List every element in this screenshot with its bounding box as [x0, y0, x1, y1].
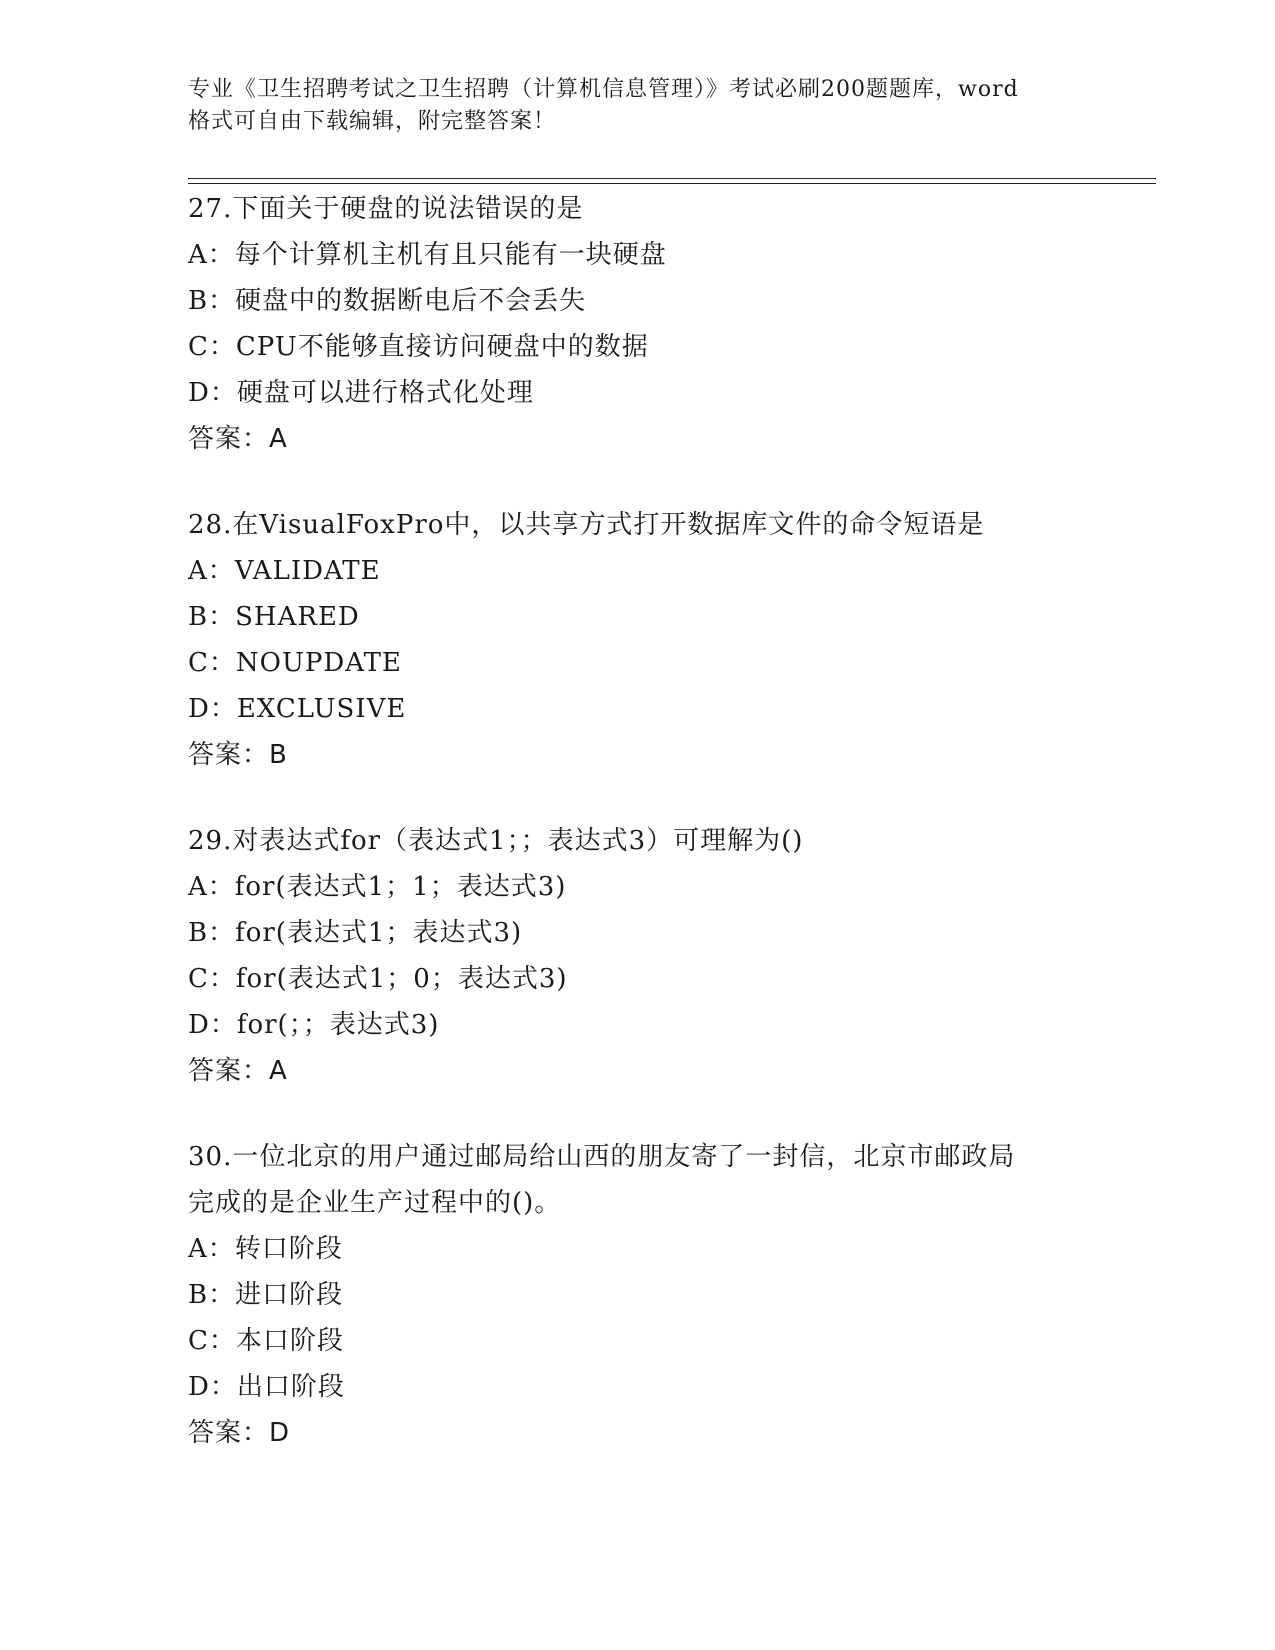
option-a: A：每个计算机主机有且只能有一块硬盘 — [188, 240, 667, 270]
header-divider-bottom — [188, 183, 1156, 184]
question-stem-line-2: 完成的是企业生产过程中的()。 — [188, 1188, 562, 1218]
answer-label: 答案：B — [188, 740, 288, 770]
option-c: C：本口阶段 — [188, 1326, 344, 1356]
option-a: A：转口阶段 — [188, 1234, 343, 1264]
option-a: A：for(表达式1；1；表达式3) — [188, 872, 567, 902]
question-stem: 28.在VisualFoxPro中，以共享方式打开数据库文件的命令短语是 — [188, 510, 985, 540]
option-d: D：for(；；表达式3) — [188, 1010, 440, 1040]
option-b: B：硬盘中的数据断电后不会丢失 — [188, 286, 587, 316]
question-28 — [188, 502, 1088, 778]
option-b: B：SHARED — [188, 602, 360, 632]
option-d: D：EXCLUSIVE — [188, 694, 407, 724]
option-c: C：for(表达式1；0；表达式3) — [188, 964, 568, 994]
document-header — [188, 74, 1088, 138]
answer-label: 答案：A — [188, 1056, 288, 1086]
question-stem: 27.下面关于硬盘的说法错误的是 — [188, 194, 584, 224]
option-d: D：出口阶段 — [188, 1372, 345, 1402]
header-line-1: 专业《卫生招聘考试之卫生招聘（计算机信息管理）》考试必刷200题题库，word — [188, 77, 1019, 102]
option-b: B：进口阶段 — [188, 1280, 344, 1310]
option-d: D：硬盘可以进行格式化处理 — [188, 378, 534, 408]
answer-label: 答案：A — [188, 424, 288, 454]
option-c: C：CPU不能够直接访问硬盘中的数据 — [188, 332, 649, 362]
answer-label: 答案：D — [188, 1418, 291, 1448]
question-30 — [188, 1134, 1088, 1456]
option-b: B：for(表达式1；表达式3) — [188, 918, 523, 948]
question-29 — [188, 818, 1088, 1094]
question-stem-line-1: 30.一位北京的用户通过邮局给山西的朋友寄了一封信，北京市邮政局 — [188, 1142, 1016, 1172]
option-c: C：NOUPDATE — [188, 648, 402, 678]
question-stem: 29.对表达式for（表达式1；；表达式3）可理解为() — [188, 826, 804, 856]
question-27 — [188, 186, 1088, 462]
header-line-2: 格式可自由下载编辑，附完整答案！ — [188, 109, 557, 134]
header-divider-top — [188, 178, 1156, 179]
option-a: A：VALIDATE — [188, 556, 381, 586]
